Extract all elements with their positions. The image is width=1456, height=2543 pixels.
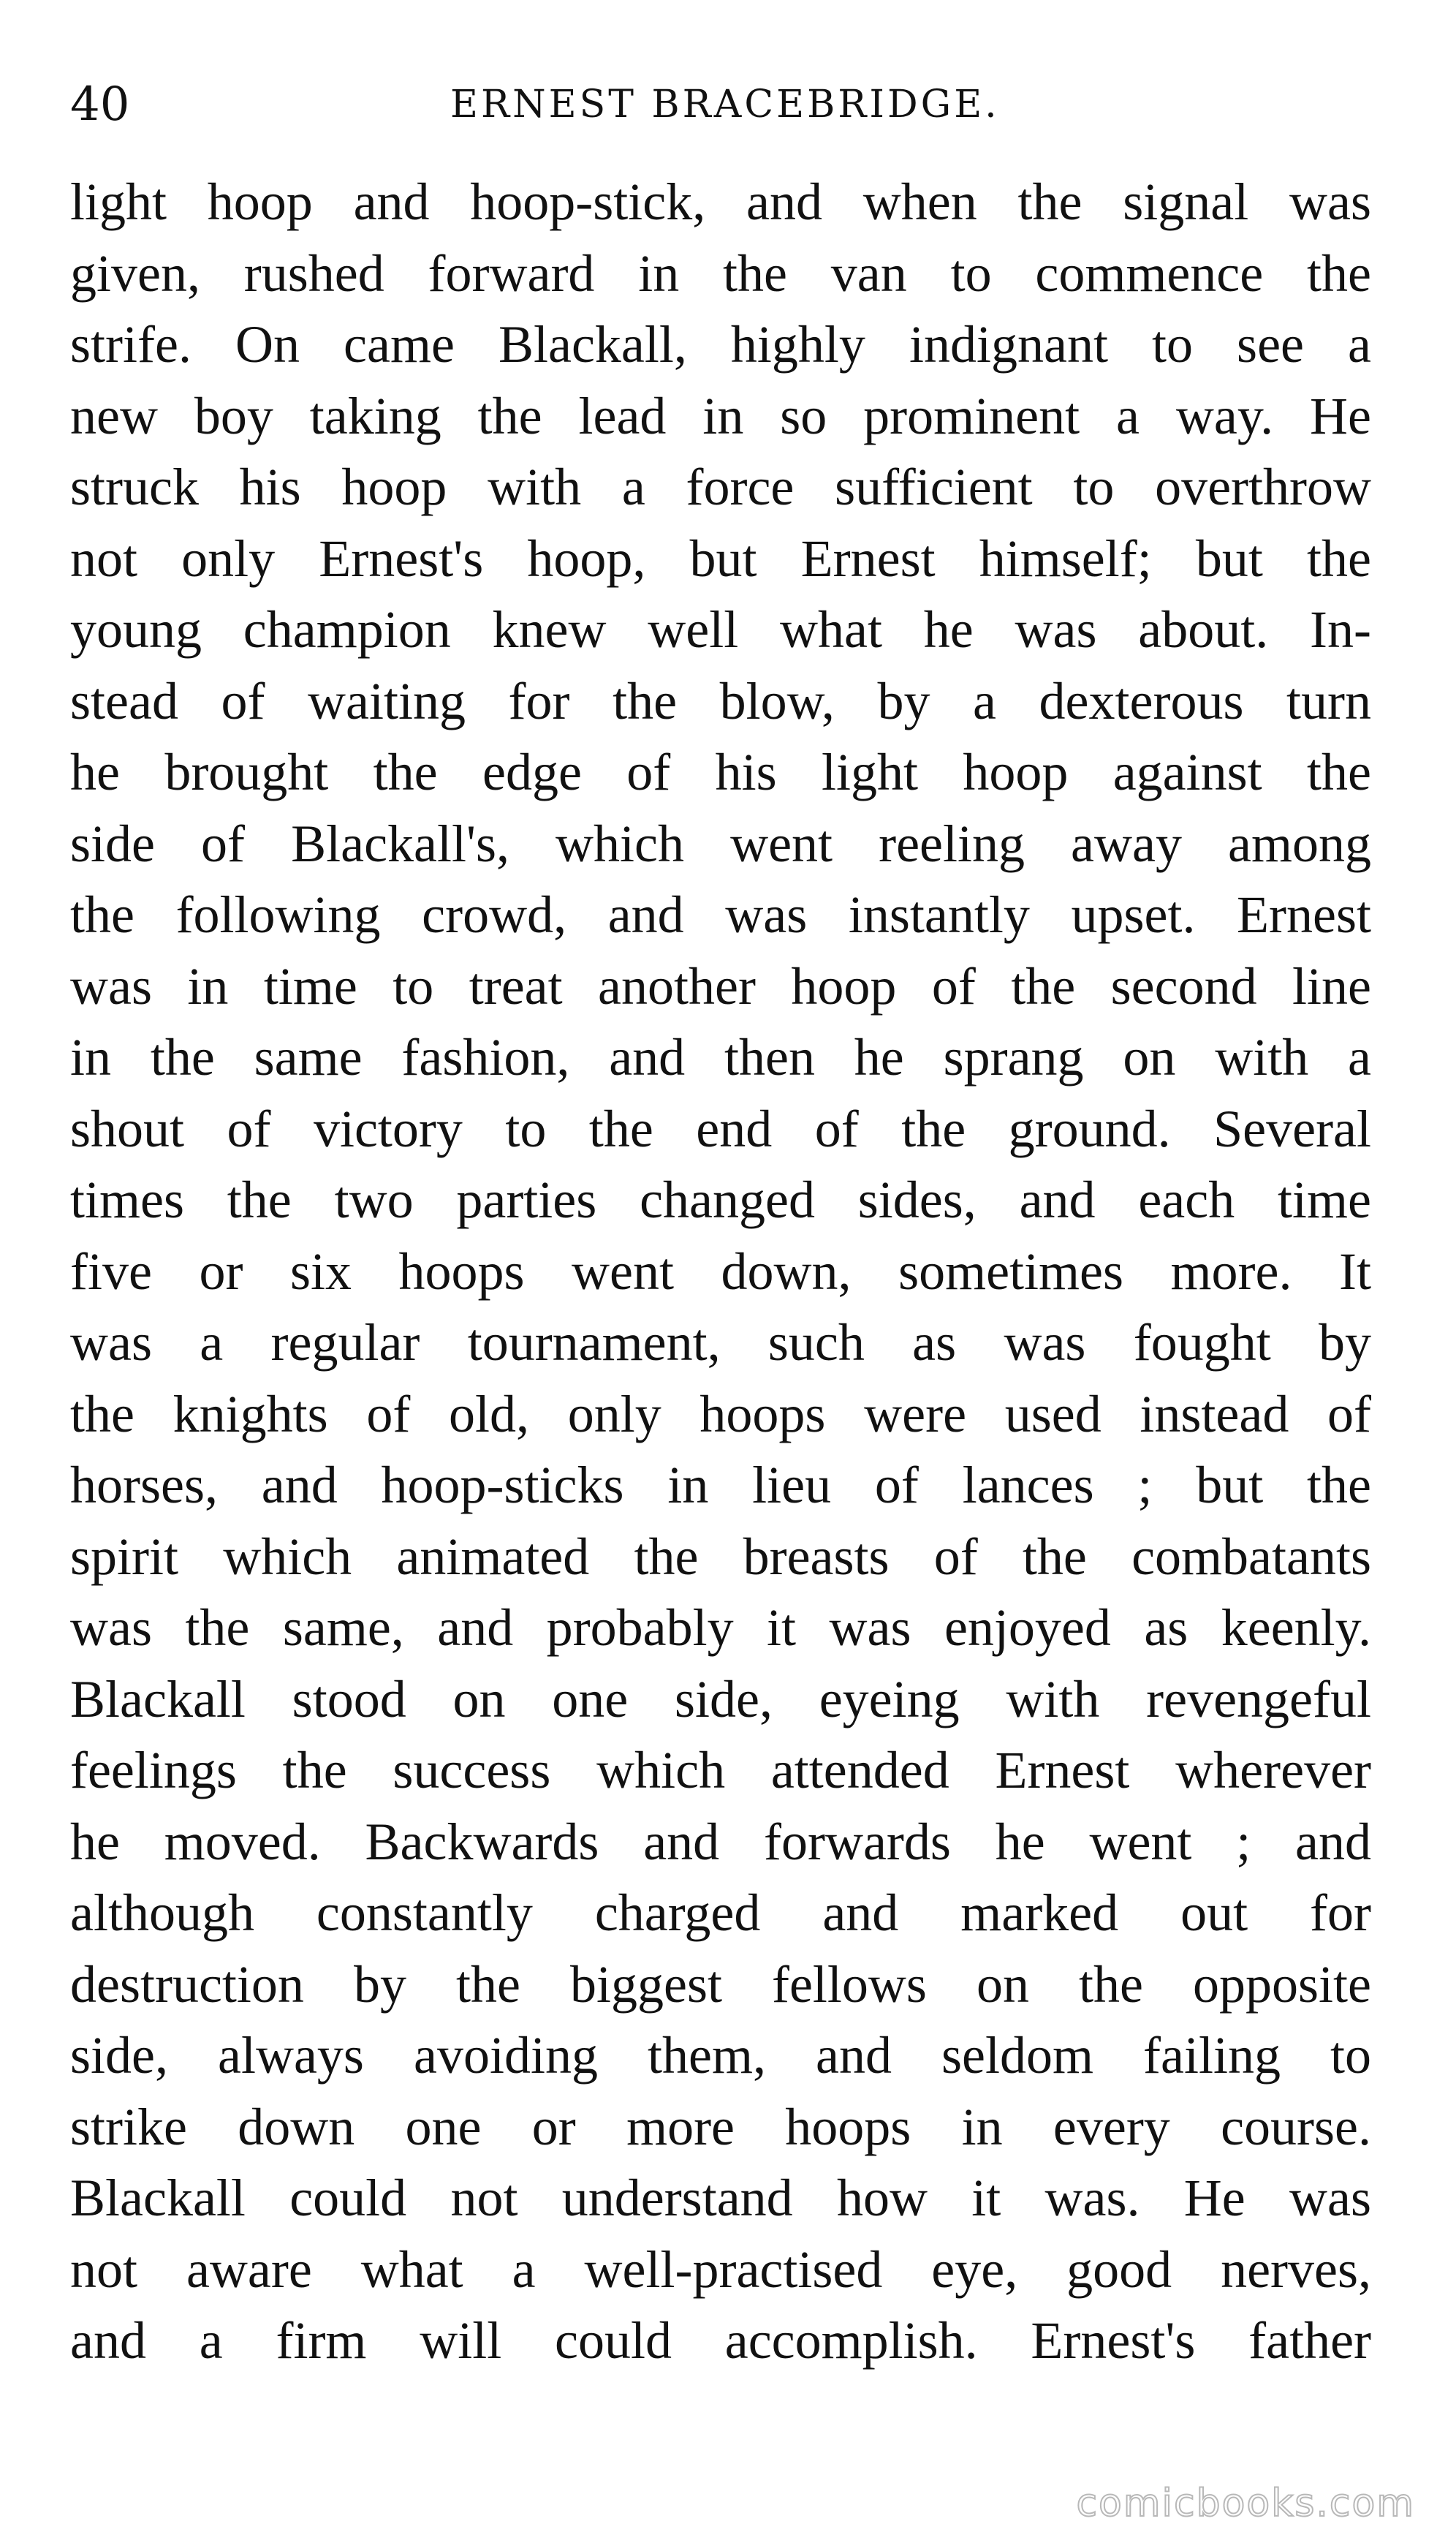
text-line: given, rushed forward in the van to commence the	[70, 243, 1371, 303]
text-line: stead of waiting for the blow, by a dexterous turn	[70, 671, 1371, 730]
text-line: destruction by the biggest fellows on the opposite	[70, 1954, 1371, 2014]
text-line: was in time to treat another hoop of the second line	[70, 956, 1371, 1016]
watermark-text: comicbooks.com	[1076, 2482, 1415, 2525]
text-line: the following crowd, and was instantly upset. Ernest	[70, 885, 1371, 944]
text-line: five or six hoops went down, sometimes more. It	[70, 1242, 1371, 1301]
body-text	[70, 167, 1371, 2377]
text-line: strike down one or more hoops in every course.	[70, 2097, 1371, 2156]
text-line: times the two parties changed sides, and each time	[70, 1171, 1371, 1229]
text-line: Blackall could not understand how it was. He was	[70, 2169, 1371, 2227]
text-line: and a firm will could accomplish. Ernest's father	[70, 2311, 1371, 2370]
page-header	[70, 64, 1386, 145]
text-line: horses, and hoop-sticks in lieu of lances ; but the	[70, 1456, 1371, 1514]
text-line: light hoop and hoop-stick, and when the signal was	[70, 173, 1371, 231]
text-line: side, always avoiding them, and seldom failing to	[70, 2026, 1371, 2085]
text-line: young champion knew well what he was about. In-	[70, 600, 1371, 659]
text-line: not only Ernest's hoop, but Ernest himself; but the	[70, 529, 1371, 588]
page-number: 40	[70, 78, 130, 132]
text-line: was the same, and probably it was enjoyed as keenly.	[70, 1598, 1371, 1657]
text-line: feelings the success which attended Ernest wherever	[70, 1741, 1371, 1799]
text-line: he moved. Backwards and forwards he went ; and	[70, 1812, 1371, 1871]
text-line: shout of victory to the end of the ground. Several	[70, 1099, 1371, 1158]
text-line: the knights of old, only hoops were used instead of	[70, 1384, 1371, 1443]
text-line: was a regular tournament, such as was fought by	[70, 1313, 1371, 1372]
text-line: although constantly charged and marked out for	[70, 1883, 1371, 1942]
text-line: not aware what a well-practised eye, good nerves,	[70, 2240, 1371, 2299]
text-line: new boy taking the lead in so prominent a way. He	[70, 386, 1371, 445]
text-line: he brought the edge of his light hoop against the	[70, 743, 1371, 801]
text-line: side of Blackall's, which went reeling away among	[70, 814, 1371, 873]
text-line: in the same fashion, and then he sprang on with a	[70, 1028, 1371, 1087]
text-line: spirit which animated the breasts of the combatants	[70, 1527, 1371, 1586]
text-line: strife. On came Blackall, highly indignant to see a	[70, 315, 1371, 374]
running-title: ERNEST BRACEBRIDGE.	[450, 83, 1000, 126]
text-line: struck his hoop with a force sufficient to overthrow	[70, 458, 1371, 516]
text-line: Blackall stood on one side, eyeing with revengeful	[70, 1669, 1371, 1728]
